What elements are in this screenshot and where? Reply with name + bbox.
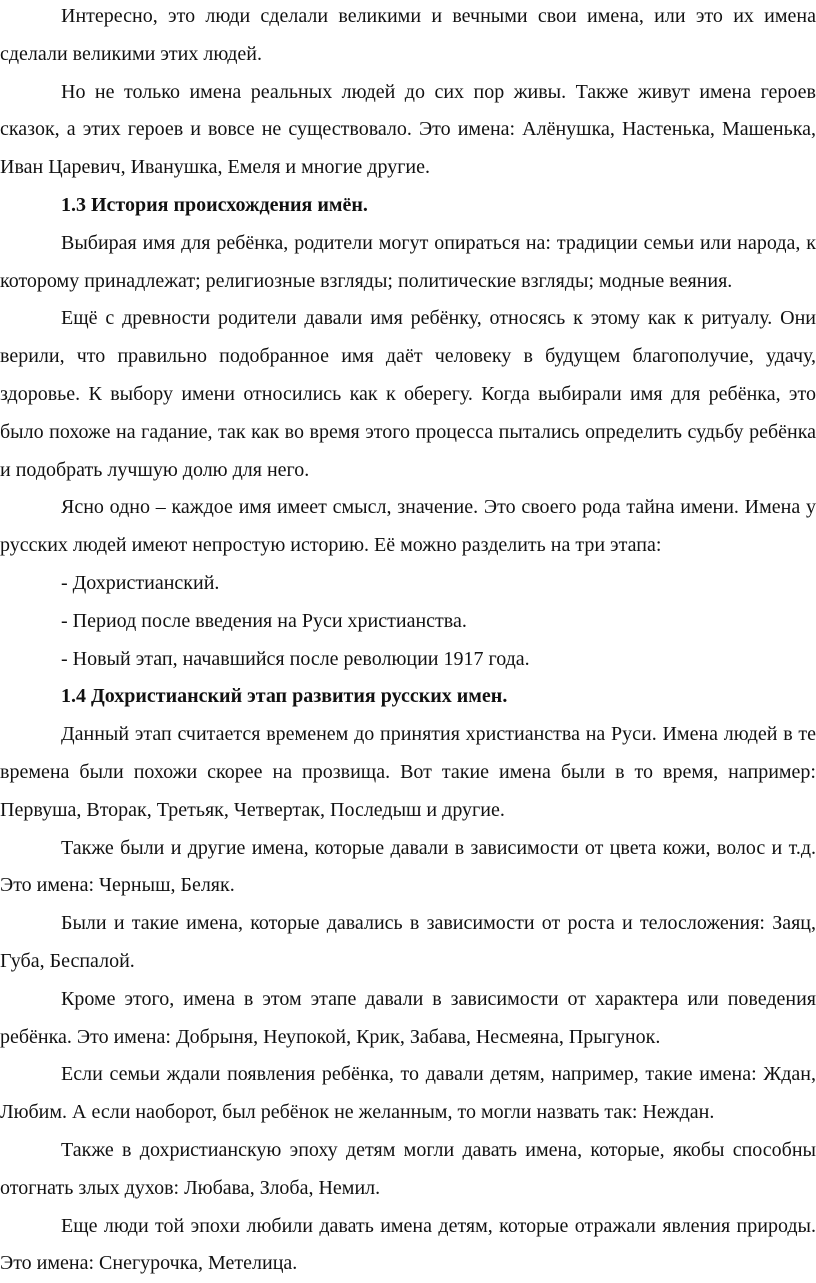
paragraph: Интересно, это люди сделали великими и вечными свои имена, или это их имена сделали великими этих людей. <box>0 0 816 74</box>
paragraph: Ясно одно – каждое имя имеет смысл, значение. Это своего рода тайна имени. Имена у русских людей имеют непростую историю. Её можно разделить на три этапа: <box>0 489 816 565</box>
paragraph: Кроме этого, имена в этом этапе давали в зависимости от характера или поведения ребёнка. Это имена: Добрыня, Неупокой, Крик, Забава, Несмеяна, Прыгунок. <box>0 981 816 1057</box>
list-item: - Период после введения на Руси христианства. <box>0 603 816 641</box>
paragraph: Были и такие имена, которые давались в зависимости от роста и телосложения: Заяц, Губа, Беспалой. <box>0 905 816 981</box>
paragraph: Выбирая имя для ребёнка, родители могут опираться на: традиции семьи или народа, к которому принадлежат; религиозные взгляды; политические взгляды; модные веяния. <box>0 225 816 301</box>
list-item: - Дохристианский. <box>0 565 816 603</box>
section-heading-1-4: 1.4 Дохристианский этап развития русских имен. <box>0 678 816 716</box>
paragraph: Данный этап считается временем до принятия христианства на Руси. Имена людей в те времена были похожи скорее на прозвища. Вот такие имена были в то время, например: Первуша, Вторак, Третьяк, Четвертак, Последыш и другие. <box>0 716 816 829</box>
paragraph: Также в дохристианскую эпоху детям могли давать имена, которые, якобы способны отогнать злых духов: Любава, Злоба, Немил. <box>0 1132 816 1208</box>
paragraph: Также были и другие имена, которые давали в зависимости от цвета кожи, волос и т.д. Это имена: Черныш, Беляк. <box>0 830 816 906</box>
section-heading-1-3: 1.3 История происхождения имён. <box>0 187 816 225</box>
paragraph: Еще люди той эпохи любили давать имена детям, которые отражали явления природы. Это имена: Снегурочка, Метелица. <box>0 1208 816 1283</box>
paragraph: Ещё с древности родители давали имя ребёнку, относясь к этому как к ритуалу. Они верили, что правильно подобранное имя даёт человеку в будущем благополучие, удачу, здоровье. К выбору имени относились как к оберегу. Когда выбирали имя для ребёнка, это было похоже на гадание, так как во время этого процесса пытались определить судьбу ребёнка и подобрать лучшую долю для него. <box>0 300 816 489</box>
paragraph: Но не только имена реальных людей до сих пор живы. Также живут имена героев сказок, а этих героев и вовсе не существовало. Это имена: Алёнушка, Настенька, Машенька, Иван Царевич, Иванушка, Емеля и многие другие. <box>0 74 816 187</box>
paragraph: Если семьи ждали появления ребёнка, то давали детям, например, такие имена: Ждан, Любим. А если наоборот, был ребёнок не желанным, то могли назвать так: Неждан. <box>0 1056 816 1132</box>
list-item: - Новый этап, начавшийся после революции 1917 года. <box>0 641 816 679</box>
